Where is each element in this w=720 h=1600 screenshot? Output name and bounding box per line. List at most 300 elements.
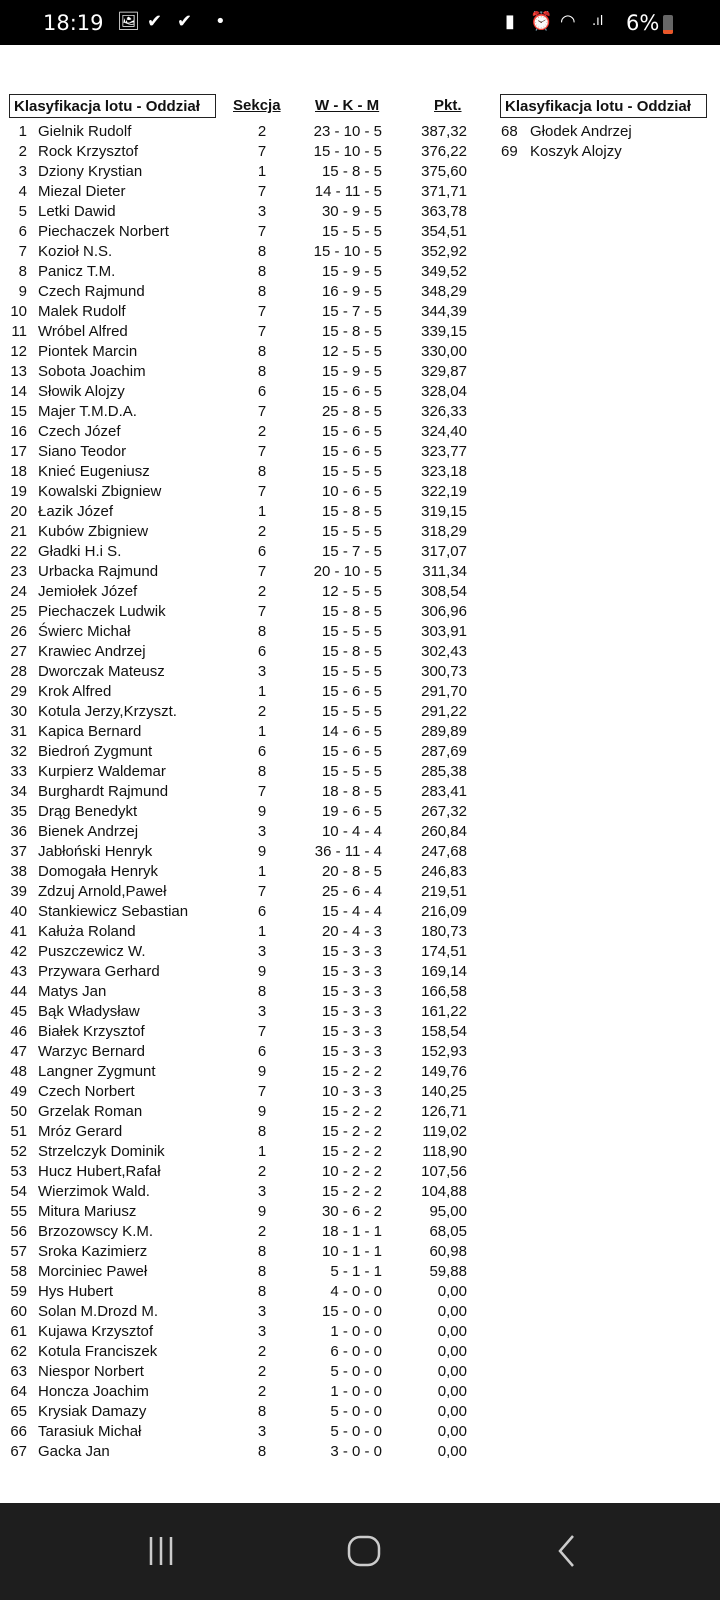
table-row (0, 1382, 720, 1402)
table-row (0, 602, 720, 622)
rank: 44 (10, 983, 27, 1000)
pilot-name: Siano Teodor (38, 443, 127, 460)
pilot-name: Kotula Jerzy,Krzyszt. (38, 703, 177, 720)
rank: 68 (501, 123, 518, 140)
section: 2 (257, 703, 267, 720)
section: 7 (257, 143, 267, 160)
wkm: 15 - 10 - 5 (313, 143, 382, 160)
points: 260,84 (421, 823, 467, 840)
pilot-name: Kałuża Roland (38, 923, 136, 940)
pilot-name: Wróbel Alfred (38, 323, 128, 340)
points: 216,09 (421, 903, 467, 920)
table-row (0, 322, 720, 342)
points: 376,22 (421, 143, 467, 160)
navigation-bar (0, 1503, 720, 1600)
rank: 16 (10, 423, 27, 440)
wkm: 15 - 6 - 5 (321, 443, 382, 460)
pilot-name: Grzelak Roman (38, 1103, 143, 1120)
battery-icon (663, 15, 673, 34)
table-row (0, 1042, 720, 1062)
back-icon[interactable] (555, 1533, 579, 1569)
points: 0,00 (437, 1323, 467, 1340)
wifi-icon: ◠ (560, 11, 576, 32)
section: 3 (257, 943, 267, 960)
points: 330,00 (421, 343, 467, 360)
wkm: 12 - 5 - 5 (321, 343, 382, 360)
table-row-right (0, 122, 720, 142)
pilot-name: Gacka Jan (38, 1443, 110, 1460)
section: 3 (257, 663, 267, 680)
table-row (0, 882, 720, 902)
alarm-icon: ⏰ (530, 11, 553, 32)
points: 119,02 (422, 1123, 467, 1140)
table-row (0, 402, 720, 422)
rank: 54 (10, 1183, 27, 1200)
wkm: 18 - 8 - 5 (321, 783, 382, 800)
table-row (0, 382, 720, 402)
points: 0,00 (437, 1403, 467, 1420)
rank: 1 (18, 123, 27, 140)
table-row (0, 182, 720, 202)
points: 149,76 (421, 1063, 467, 1080)
pilot-name: Kapica Bernard (38, 723, 142, 740)
pilot-name: Łazik Józef (38, 503, 114, 520)
wkm: 15 - 6 - 5 (321, 743, 382, 760)
points: 283,41 (421, 783, 467, 800)
table-row (0, 1402, 720, 1422)
rank: 13 (10, 363, 27, 380)
points: 339,15 (421, 323, 467, 340)
wkm: 5 - 0 - 0 (330, 1363, 382, 1380)
points: 0,00 (437, 1343, 467, 1360)
pilot-name: Langner Zygmunt (38, 1063, 156, 1080)
section: 7 (257, 223, 267, 240)
table-row (0, 942, 720, 962)
points: 285,38 (421, 763, 467, 780)
pilot-name: Niespor Norbert (38, 1363, 144, 1380)
wkm: 1 - 0 - 0 (330, 1383, 382, 1400)
pilot-name: Domogała Henryk (38, 863, 159, 880)
wkm: 30 - 9 - 5 (321, 203, 382, 220)
pilot-name: Puszczewicz W. (38, 943, 146, 960)
wkm: 16 - 9 - 5 (321, 283, 382, 300)
points: 169,14 (421, 963, 467, 980)
pilot-name: Urbacka Rajmund (38, 563, 159, 580)
wkm: 10 - 2 - 2 (321, 1163, 382, 1180)
table-row (0, 782, 720, 802)
wkm: 15 - 3 - 3 (321, 1043, 382, 1060)
gallery-icon: 🖼 (117, 11, 140, 32)
section: 8 (257, 983, 267, 1000)
table-row (0, 362, 720, 382)
table-row (0, 742, 720, 762)
section: 7 (257, 183, 267, 200)
signal-icon: .ıl (592, 14, 604, 29)
rank: 29 (10, 683, 27, 700)
table-row (0, 622, 720, 642)
wkm: 15 - 10 - 5 (313, 243, 382, 260)
section: 8 (257, 1443, 267, 1460)
section: 9 (257, 1103, 267, 1120)
pilot-name: Przywara Gerhard (38, 963, 160, 980)
wkm: 1 - 0 - 0 (330, 1323, 382, 1340)
wkm: 15 - 8 - 5 (321, 643, 382, 660)
pilot-name: Majer T.M.D.A. (38, 403, 137, 420)
wkm: 15 - 5 - 5 (321, 463, 382, 480)
points: 371,71 (421, 183, 467, 200)
rank: 2 (18, 143, 27, 160)
battery-percent: 6% (626, 11, 660, 35)
wkm: 10 - 1 - 1 (321, 1243, 382, 1260)
rank: 20 (10, 503, 27, 520)
rank: 59 (10, 1283, 27, 1300)
points: 126,71 (421, 1103, 467, 1120)
rank: 19 (10, 483, 27, 500)
pilot-name: Hys Hubert (38, 1283, 114, 1300)
pilot-name: Tarasiuk Michał (38, 1423, 142, 1440)
wkm: 23 - 10 - 5 (313, 123, 382, 140)
pilot-name: Czech Norbert (38, 1083, 135, 1100)
points: 0,00 (437, 1303, 467, 1320)
wkm: 15 - 3 - 3 (321, 1003, 382, 1020)
wkm: 10 - 6 - 5 (321, 483, 382, 500)
points: 174,51 (421, 943, 467, 960)
points: 328,04 (421, 383, 467, 400)
section: 8 (257, 623, 267, 640)
pilot-name: Gładki H.i S. (38, 543, 122, 560)
points: 161,22 (421, 1003, 467, 1020)
wkm: 15 - 9 - 5 (321, 263, 382, 280)
table-row (0, 902, 720, 922)
points: 0,00 (437, 1383, 467, 1400)
rank: 65 (10, 1403, 27, 1420)
wkm: 14 - 11 - 5 (314, 183, 382, 200)
table-row (0, 1062, 720, 1082)
pilot-name: Koszyk Alojzy (530, 143, 622, 160)
pilot-name: Dworczak Mateusz (38, 663, 165, 680)
rank: 41 (10, 923, 27, 940)
section: 7 (257, 563, 267, 580)
points: 267,32 (421, 803, 467, 820)
points: 348,29 (421, 283, 467, 300)
rank: 6 (18, 223, 27, 240)
wkm: 20 - 10 - 5 (313, 563, 382, 580)
wkm: 15 - 6 - 5 (321, 383, 382, 400)
rank: 22 (10, 543, 27, 560)
rank: 33 (10, 763, 27, 780)
wkm: 15 - 3 - 3 (321, 963, 382, 980)
recent-apps-icon[interactable] (146, 1533, 176, 1569)
table-row (0, 242, 720, 262)
table-row (0, 1202, 720, 1222)
pilot-name: Malek Rudolf (38, 303, 126, 320)
status-bar (0, 0, 720, 45)
rank: 64 (10, 1383, 27, 1400)
points: 180,73 (421, 923, 467, 940)
section: 8 (257, 463, 267, 480)
pilot-name: Letki Dawid (38, 203, 116, 220)
points: 0,00 (437, 1423, 467, 1440)
header-title-left: Klasyfikacja lotu - Oddział (9, 94, 216, 118)
section: 1 (257, 503, 267, 520)
section: 1 (257, 683, 267, 700)
home-icon[interactable] (346, 1533, 382, 1569)
wkm: 15 - 8 - 5 (321, 503, 382, 520)
pilot-name: Krok Alfred (38, 683, 112, 700)
table-row (0, 282, 720, 302)
wkm: 15 - 2 - 2 (321, 1123, 382, 1140)
rank: 4 (18, 183, 27, 200)
points: 104,88 (421, 1183, 467, 1200)
pilot-name: Warzyc Bernard (38, 1043, 145, 1060)
points: 0,00 (437, 1443, 467, 1460)
table-row (0, 1002, 720, 1022)
section: 6 (257, 743, 267, 760)
section: 8 (257, 763, 267, 780)
dot-icon: • (215, 11, 226, 32)
wkm: 15 - 5 - 5 (321, 663, 382, 680)
wkm: 10 - 4 - 4 (321, 823, 382, 840)
wkm: 15 - 2 - 2 (321, 1103, 382, 1120)
table-row (0, 1342, 720, 1362)
rank: 23 (10, 563, 27, 580)
pilot-name: Jabłoński Henryk (38, 843, 153, 860)
table-row (0, 462, 720, 482)
table-row (0, 702, 720, 722)
points: 319,15 (421, 503, 467, 520)
table-row-right (0, 142, 720, 162)
table-row (0, 522, 720, 542)
wkm: 15 - 5 - 5 (321, 523, 382, 540)
table-row (0, 542, 720, 562)
table-row (0, 202, 720, 222)
points: 375,60 (421, 163, 467, 180)
points: 344,39 (421, 303, 467, 320)
wkm: 5 - 0 - 0 (330, 1403, 382, 1420)
rank: 17 (10, 443, 27, 460)
pilot-name: Burghardt Rajmund (38, 783, 169, 800)
section: 7 (257, 323, 267, 340)
table-row (0, 262, 720, 282)
rank: 40 (10, 903, 27, 920)
points: 322,19 (421, 483, 467, 500)
section: 8 (257, 363, 267, 380)
section: 9 (257, 963, 267, 980)
wkm: 15 - 5 - 5 (321, 763, 382, 780)
table-row (0, 1302, 720, 1322)
points: 0,00 (437, 1283, 467, 1300)
rank: 42 (10, 943, 27, 960)
wkm: 15 - 8 - 5 (321, 323, 382, 340)
rank: 3 (18, 163, 27, 180)
pilot-name: Piechaczek Ludwik (38, 603, 166, 620)
section: 8 (257, 1243, 267, 1260)
pilot-name: Czech Józef (38, 423, 121, 440)
pilot-name: Stankiewicz Sebastian (38, 903, 189, 920)
section: 8 (257, 283, 267, 300)
points: 363,78 (421, 203, 467, 220)
section: 3 (257, 1183, 267, 1200)
table-row (0, 922, 720, 942)
rank: 48 (10, 1063, 27, 1080)
section: 2 (257, 1163, 267, 1180)
points: 324,40 (421, 423, 467, 440)
pilot-name: Rock Krzysztof (38, 143, 139, 160)
section: 2 (257, 123, 267, 140)
section: 8 (257, 1403, 267, 1420)
rank: 43 (10, 963, 27, 980)
rank: 52 (10, 1143, 27, 1160)
pilot-name: Knieć Eugeniusz (38, 463, 150, 480)
rank: 31 (10, 723, 27, 740)
points: 95,00 (429, 1203, 467, 1220)
wkm: 14 - 6 - 5 (321, 723, 382, 740)
points: 352,92 (421, 243, 467, 260)
pilot-name: Bienek Andrzej (38, 823, 139, 840)
section: 7 (257, 1083, 267, 1100)
section: 1 (257, 163, 267, 180)
section: 7 (257, 1023, 267, 1040)
rank: 15 (10, 403, 27, 420)
points: 323,18 (421, 463, 467, 480)
section: 6 (257, 543, 267, 560)
section: 8 (257, 1123, 267, 1140)
points: 68,05 (429, 1223, 467, 1240)
table-row (0, 502, 720, 522)
table-row (0, 802, 720, 822)
wkm: 15 - 7 - 5 (321, 543, 382, 560)
wkm: 19 - 6 - 5 (321, 803, 382, 820)
table-row (0, 442, 720, 462)
rank: 9 (18, 283, 27, 300)
wkm: 15 - 6 - 5 (321, 683, 382, 700)
pilot-name: Sroka Kazimierz (38, 1243, 148, 1260)
points: 323,77 (421, 443, 467, 460)
wkm: 15 - 5 - 5 (321, 703, 382, 720)
points: 308,54 (421, 583, 467, 600)
rank: 5 (18, 203, 27, 220)
table-row (0, 982, 720, 1002)
wkm: 15 - 3 - 3 (321, 1023, 382, 1040)
rank: 51 (10, 1123, 27, 1140)
wkm: 30 - 6 - 2 (321, 1203, 382, 1220)
section: 1 (257, 923, 267, 940)
section: 3 (257, 1423, 267, 1440)
section: 7 (257, 603, 267, 620)
rank: 27 (10, 643, 27, 660)
section: 6 (257, 1043, 267, 1060)
table-row (0, 222, 720, 242)
rank: 47 (10, 1043, 27, 1060)
rank: 62 (10, 1343, 27, 1360)
table-row (0, 302, 720, 322)
pilot-name: Świerc Michał (38, 623, 131, 640)
section: 2 (257, 1343, 267, 1360)
pilot-name: Krysiak Damazy (38, 1403, 147, 1420)
points: 166,58 (421, 983, 467, 1000)
points: 349,52 (421, 263, 467, 280)
pilot-name: Kozioł N.S. (38, 243, 113, 260)
points: 291,22 (421, 703, 467, 720)
rank: 60 (10, 1303, 27, 1320)
table-row (0, 662, 720, 682)
points: 311,34 (422, 563, 467, 580)
section: 2 (257, 1223, 267, 1240)
points: 326,33 (421, 403, 467, 420)
clock: 18:19 (43, 11, 104, 35)
rank: 34 (10, 783, 27, 800)
rank: 63 (10, 1363, 27, 1380)
table-row (0, 762, 720, 782)
wkm: 15 - 5 - 5 (321, 623, 382, 640)
wkm: 15 - 9 - 5 (321, 363, 382, 380)
section: 9 (257, 1203, 267, 1220)
points: 158,54 (421, 1023, 467, 1040)
table-row (0, 642, 720, 662)
pilot-name: Solan M.Drozd M. (38, 1303, 159, 1320)
rank: 38 (10, 863, 27, 880)
section: 3 (257, 1303, 267, 1320)
wkm: 4 - 0 - 0 (330, 1283, 382, 1300)
rank: 30 (10, 703, 27, 720)
table-row (0, 1222, 720, 1242)
section: 7 (257, 783, 267, 800)
pilot-name: Honcza Joachim (38, 1383, 149, 1400)
section: 6 (257, 383, 267, 400)
section: 8 (257, 243, 267, 260)
rank: 39 (10, 883, 27, 900)
table-row (0, 1242, 720, 1262)
pilot-name: Gielnik Rudolf (38, 123, 132, 140)
table-row (0, 722, 720, 742)
section: 6 (257, 643, 267, 660)
points: 247,68 (421, 843, 467, 860)
section: 3 (257, 203, 267, 220)
wkm: 18 - 1 - 1 (321, 1223, 382, 1240)
rank: 67 (10, 1443, 27, 1460)
wkm: 15 - 2 - 2 (321, 1143, 382, 1160)
table-row (0, 582, 720, 602)
pilot-name: Czech Rajmund (38, 283, 145, 300)
rank: 12 (10, 343, 27, 360)
pilot-name: Bąk Władysław (38, 1003, 140, 1020)
wkm: 15 - 8 - 5 (321, 603, 382, 620)
pilot-name: Sobota Joachim (38, 363, 146, 380)
pilot-name: Zdzuj Arnold,Paweł (38, 883, 167, 900)
table-row (0, 1262, 720, 1282)
wkm: 3 - 0 - 0 (330, 1443, 382, 1460)
rank: 36 (10, 823, 27, 840)
section: 7 (257, 883, 267, 900)
section: 2 (257, 523, 267, 540)
wkm: 15 - 3 - 3 (321, 943, 382, 960)
pilot-name: Piechaczek Norbert (38, 223, 169, 240)
wkm: 15 - 6 - 5 (321, 423, 382, 440)
rank: 58 (10, 1263, 27, 1280)
section: 9 (257, 843, 267, 860)
table-row (0, 1362, 720, 1382)
pilot-name: Słowik Alojzy (38, 383, 125, 400)
pilot-name: Strzelczyk Dominik (38, 1143, 165, 1160)
points: 287,69 (421, 743, 467, 760)
wkm: 10 - 3 - 3 (321, 1083, 382, 1100)
rank: 21 (10, 523, 27, 540)
battery-saver-icon: ▮ (505, 11, 515, 32)
check-icon: ✔ (147, 11, 163, 32)
points: 60,98 (429, 1243, 467, 1260)
section: 8 (257, 343, 267, 360)
table-row (0, 1422, 720, 1442)
